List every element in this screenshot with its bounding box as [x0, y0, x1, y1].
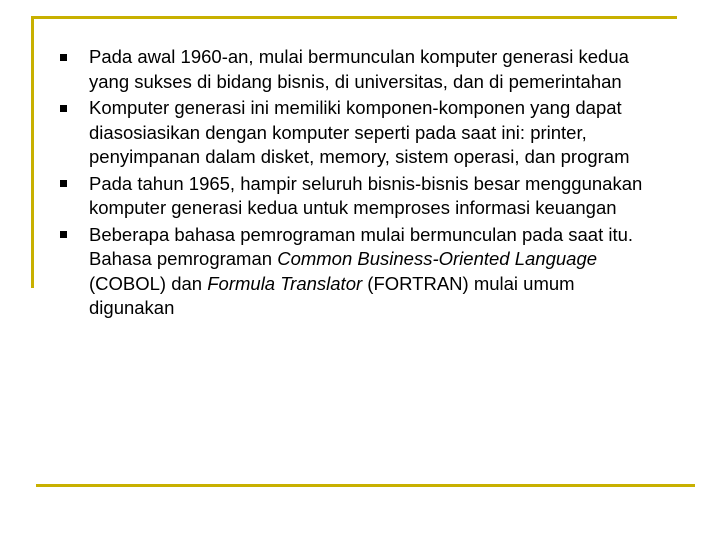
- bullet-text-part: Beberapa bahasa pemrograman mulai bermunculan pada saat itu. Bahasa pemrograman: [89, 223, 634, 269]
- bullet-item: [60, 96, 660, 170]
- top-accent-line: [31, 16, 677, 19]
- bullet-text-part: (FORTRAN) mulai umum digunakan: [89, 272, 575, 318]
- bullet-text: Komputer generasi ini memiliki komponen-komponen yang dapat diasosiasikan dengan komputer seperti pada saat ini: printer, penyimpanan dalam disket, memory, sistem operasi, dan program: [89, 97, 630, 167]
- bottom-accent-line: [36, 484, 695, 487]
- bullet-text-part: (COBOL) dan: [89, 272, 208, 294]
- bullet-text-italic: Formula Translator: [207, 272, 363, 294]
- bullet-text-italic: Common Business-Oriented Language: [277, 248, 598, 269]
- bullet-item: [60, 172, 660, 221]
- square-bullet-icon: [60, 231, 67, 238]
- bullet-item: [60, 45, 660, 94]
- bullet-text: Pada awal 1960-an, mulai bermunculan komputer generasi kedua yang sukses di bidang bisnis, di universitas, dan di pemerintahan: [89, 46, 629, 92]
- square-bullet-icon: [60, 54, 67, 61]
- bullet-item: [60, 223, 660, 321]
- square-bullet-icon: [60, 105, 67, 112]
- left-accent-line: [31, 16, 34, 288]
- bullet-text: Pada tahun 1965, hampir seluruh bisnis-bisnis besar menggunakan komputer generasi kedua untuk memproses informasi keuangan: [89, 172, 643, 218]
- square-bullet-icon: [60, 180, 67, 187]
- bullet-list: [60, 45, 660, 321]
